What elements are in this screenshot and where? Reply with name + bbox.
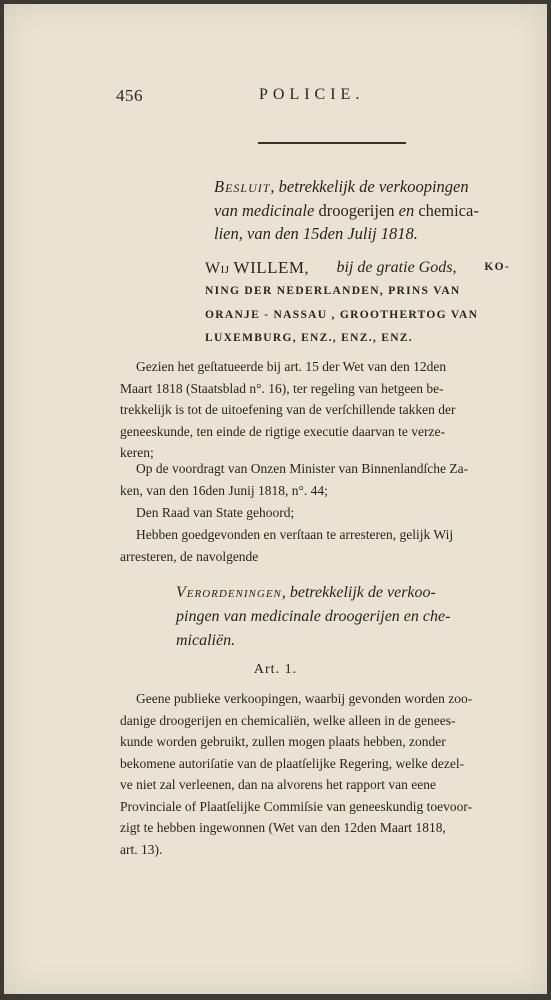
preamble-line-4: LUXEMBURG, ENZ., ENZ., ENZ.	[205, 332, 413, 344]
paragraph-hebben: Hebben goedgevonden en verſtaan te arresteren, gelijk Wij arresteren, de navolgende	[120, 527, 454, 564]
preamble-line-1: Wij WILLEM, bij de gratie Gods, KO-	[205, 258, 510, 277]
page-number: 456	[116, 86, 143, 105]
king-name: WILLEM	[233, 258, 305, 277]
paragraph-gezien: Gezien het geſtatueerde bij art. 15 der Wet van den 12den Maart 1818 (Staatsblad n°. 16), ter regeling van hetgeen be- trekkelijk is tot de uitoefening van de verſchillende takken der geneeskunde, ten einde de rigtige executie daarvan te verze- keren;	[120, 359, 456, 460]
article-body: Geene publieke verkoopingen, waarbij gevonden worden zoo- danige droogerijen en chemicaliën, welke alleen in de genees- kunde worden gebruikt, zullen mogen plaats hebben, zonder bekomene autoriſatie van de plaatſelijke Regering, welke dezel- ve niet zal verleenen, dan na alvorens het rapport van eene Provinciale of Plaatſelijke Commiſsie van geneeskundig toevoor- zigt te hebben ingewonnen (Wet van den 12den Maart 1818, art. 13).	[120, 691, 473, 857]
verordeningen-heading: Verordeningen, betrekkelijk de verkoo- pingen van medicinale droogerijen en che- micaliën.	[176, 584, 451, 649]
article-title: Art. 1.	[253, 662, 298, 677]
besluit-heading	[214, 175, 514, 246]
besluit-line-1: Besluit, betrekkelijk de verkoopingen	[214, 177, 469, 196]
preamble-line-3: ORANJE - NASSAU , GROOTHERTOG VAN	[205, 308, 479, 321]
besluit-line-3: lien, van den 15den Julij 1818.	[214, 224, 418, 243]
running-title: POLICIE.	[259, 86, 365, 103]
paragraph-voordragt: Op de voordragt van Onzen Minister van Binnenlandſche Za- ken, van den 16den Junij 1818, n°. 44;	[120, 461, 469, 498]
page-header	[116, 86, 416, 110]
besluit-line-2: van medicinale droogerijen en chemica-	[214, 200, 479, 220]
paragraph-raad-van-state: Den Raad van State gehoord;	[136, 505, 295, 520]
preamble-line-2: NING DER NEDERLANDEN, PRINS VAN	[205, 285, 461, 297]
royal-preamble	[205, 256, 510, 351]
section-rule	[258, 142, 406, 144]
